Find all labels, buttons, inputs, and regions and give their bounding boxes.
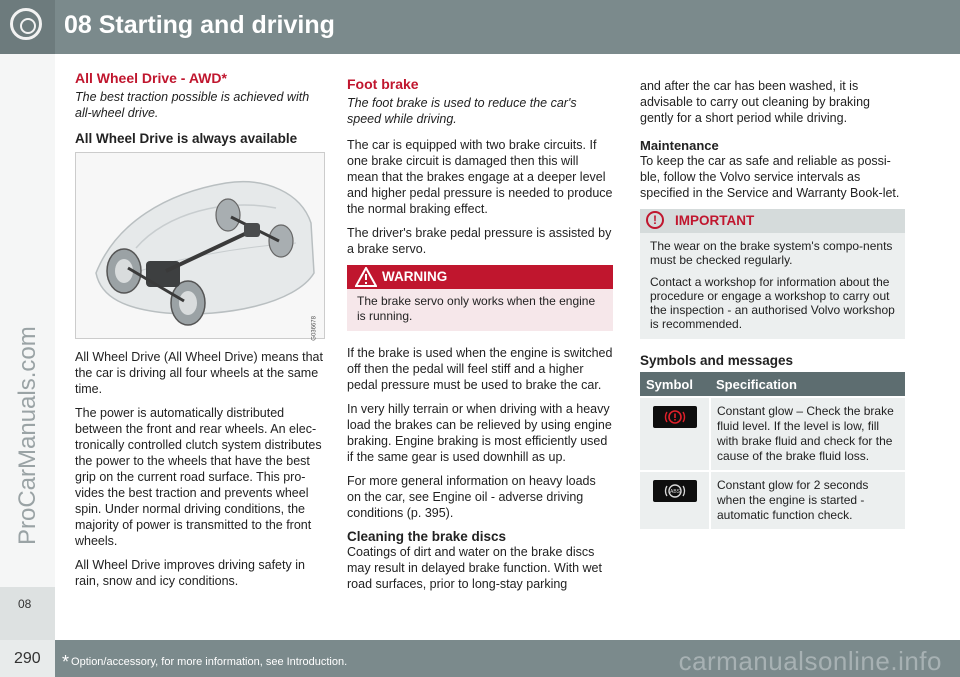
spec-text: Constant glow – Check the brake fluid level. If the level is low, fill with brake fluid and check for the cause of the brake fluid loss. — [710, 397, 905, 471]
foot-brake-section — [347, 70, 613, 600]
table-header-symbol: Symbol — [640, 372, 710, 397]
foot-brake-paragraph: In very hilly terrain or when driving with a heavy load the brakes can be relieved by using engine braking. Engine braking is most efficiently used if the same gear is used downhill as up. — [347, 402, 612, 464]
spec-text: Constant glow for 2 seconds when the engine is started - automatic function check. — [710, 471, 905, 529]
footnote-text: Option/accessory, for more information, see Introduction. — [71, 656, 348, 668]
important-header — [640, 209, 905, 233]
awd-subheading: All Wheel Drive is always available — [75, 131, 298, 146]
foot-brake-paragraph: If the brake is used when the engine is switched off then the pedal will feel stiff and a higher pedal pressure must be used to brake the car. — [347, 346, 613, 392]
abs-lamp-icon — [653, 480, 697, 502]
table-row — [640, 471, 905, 529]
warning-box — [347, 265, 613, 331]
foot-brake-title: Foot brake — [347, 76, 419, 92]
important-box — [640, 209, 905, 339]
awd-illustration — [75, 152, 325, 339]
table-header-row — [640, 372, 905, 397]
table-row — [640, 397, 905, 471]
awd-section — [75, 70, 325, 597]
brake-fluid-warning-lamp-icon — [653, 406, 697, 428]
awd-lead: The best traction possible is achieved with all-wheel drive. — [75, 90, 310, 120]
warning-triangle-icon — [355, 267, 377, 287]
important-label: IMPORTANT — [675, 213, 755, 228]
logo-box — [0, 0, 55, 54]
exclamation-icon: ! — [646, 211, 664, 229]
steering-wheel-icon — [10, 8, 42, 40]
chapter-tab — [0, 587, 55, 640]
maintenance-text: To keep the car as safe and reliable as possi-ble, follow the Volvo service intervals as specified in the Service and Warranty Book-let. — [640, 154, 900, 200]
symbols-heading: Symbols and messages — [640, 353, 794, 368]
cleaning-text: Coatings of dirt and water on the brake discs may result in delayed brake function. With wet road surfaces, prior to long-stay parking — [347, 545, 602, 591]
important-text: The wear on the brake system's compo-nents must be checked regularly. — [650, 239, 893, 267]
brake-continued-section — [640, 78, 905, 529]
warning-text: The brake servo only works when the engine is running. — [357, 294, 596, 323]
warning-label: WARNING — [382, 269, 448, 284]
cleaning-heading: Cleaning the brake discs — [347, 529, 507, 544]
footnote — [62, 652, 347, 673]
table-header-spec: Specification — [710, 372, 905, 397]
symbols-table — [640, 372, 905, 529]
footer-watermark: carmanualsonline.info — [678, 646, 942, 676]
awd-paragraph: All Wheel Drive improves driving safety in rain, snow and icy conditions. — [75, 558, 305, 588]
awd-paragraph: The power is automatically distributed between the front and rear wheels. An elec-tronically controlled clutch system distributes the power to the wheels that have the best grip on the current road surface. This pro-vides the best traction and prevents wheel spin. Under normal driving conditions, the majority of power is transmitted to the front wheels. — [75, 406, 322, 548]
svg-text:ABS: ABS — [669, 489, 680, 495]
foot-brake-paragraph: For more general information on heavy loads on the car, see Engine oil - adverse driving conditions (p. 395). — [347, 474, 596, 520]
important-text: Contact a workshop for information about the procedure or engage a workshop to carry out the inspection - an authorised Volvo workshop is recommended. — [650, 275, 895, 331]
warning-header — [347, 265, 613, 289]
chapter-title: 08 Starting and driving — [64, 11, 335, 39]
foot-brake-paragraph: The car is equipped with two brake circuits. If one brake circuit is damaged then this will mean that the brakes engage at a deeper level and higher pedal pressure is needed to produce the normal braking effect. — [347, 138, 613, 216]
foot-brake-paragraph: The driver's brake pedal pressure is assisted by a brake servo. — [347, 226, 612, 256]
awd-paragraph: All Wheel Drive (All Wheel Drive) means that the car is driving all four wheels at the same time. — [75, 350, 323, 396]
awd-title: All Wheel Drive - AWD* — [75, 70, 227, 86]
footnote-star: * — [62, 652, 70, 672]
foot-brake-lead: The foot brake is used to reduce the car's speed while driving. — [347, 96, 577, 126]
important-body — [640, 233, 905, 339]
chapter-tab-label: 08 — [18, 597, 32, 611]
cleaning-continued: and after the car has been washed, it is advisable to carry out cleaning by braking gently for a short period while driving. — [640, 79, 870, 125]
car-drivetrain-illustration — [76, 153, 324, 338]
maintenance-heading: Maintenance — [640, 138, 719, 153]
side-watermark: ProCarManuals.com — [14, 326, 41, 545]
page-number: 290 — [14, 650, 41, 667]
image-code: G036678 — [312, 316, 318, 341]
